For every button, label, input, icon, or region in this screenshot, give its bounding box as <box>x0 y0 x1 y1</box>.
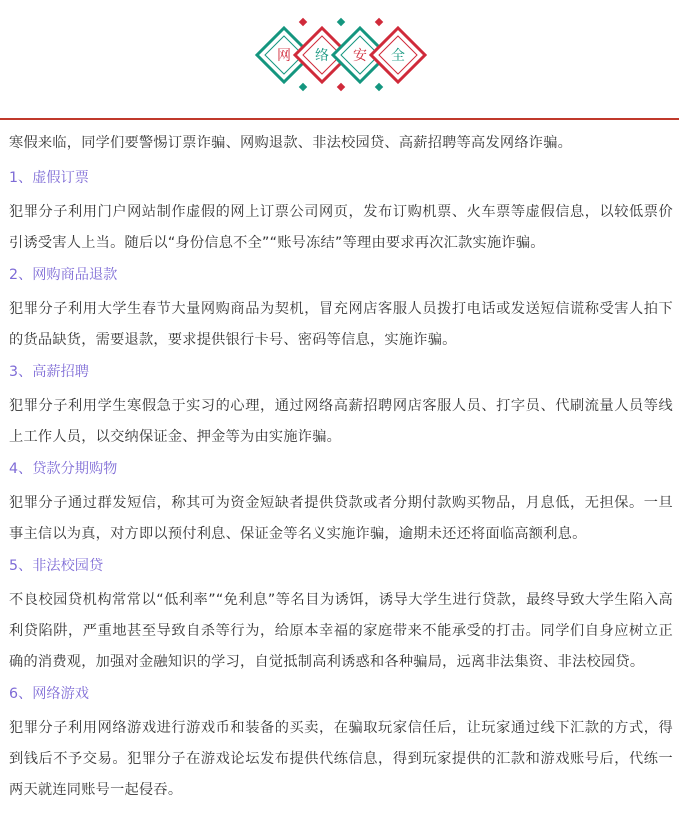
banner-char-4: 全 <box>391 48 405 64</box>
dot-green <box>337 18 345 26</box>
banner-char-2: 络 <box>315 48 329 64</box>
banner-char-1: 网 <box>277 48 291 64</box>
section-body: 不良校园贷机构常常以“低利率”“免利息”等名目为诱饵，诱导大学生进行贷款，最终导致大学生陷入高利贷陷阱，严重地甚至导致自杀等行为，给原本幸福的家庭带来不能承受的打击。同学们自身应树立正确的消费观，加强对金融知识的学习，自觉抵制高利诱惑和各种骗局，远离非法集资、非法校园贷。 <box>9 592 673 670</box>
intro-paragraph: 寒假来临，同学们要警惕订票诈骗、网购退款、非法校园贷、高薪招聘等高发网络诈骗。 <box>9 135 573 151</box>
section-body: 犯罪分子利用学生寒假急于实习的心理，通过网络高薪招聘网店客服人员、打字员、代刷流量人员等线上工作人员，以交纳保证金、押金等为由实施诈骗。 <box>9 398 673 445</box>
section-heading: 6、网络游戏 <box>9 686 89 702</box>
section-heading: 3、高薪招聘 <box>9 364 89 380</box>
section-body: 犯罪分子利用门户网站制作虚假的网上订票公司网页，发布订购机票、火车票等虚假信息，以较低票价引诱受害人上当。随后以“身份信息不全”“账号冻结”等理由要求再次汇款实施诈骗。 <box>9 204 673 251</box>
section-body: 犯罪分子利用大学生春节大量网购商品为契机，冒充网店客服人员拨打电话或发送短信谎称受害人拍下的货品缺货，需要退款，要求提供银行卡号、密码等信息，实施诈骗。 <box>9 301 673 348</box>
dot-green <box>375 83 383 91</box>
section-body: 犯罪分子利用网络游戏进行游戏币和装备的买卖，在骗取玩家信任后，让玩家通过线下汇款的方式，得到钱后不予交易。犯罪分子在游戏论坛发布提供代练信息，得到玩家提供的汇款和游戏账号后，代练一两天就连同账号一起侵吞。 <box>9 720 673 798</box>
section-heading: 2、网购商品退款 <box>9 267 118 283</box>
banner-char-3: 安 <box>353 48 367 64</box>
dot-red <box>337 83 345 91</box>
banner <box>0 0 679 122</box>
article-body <box>9 128 673 806</box>
section-body: 犯罪分子通过群发短信，称其可为资金短缺者提供贷款或者分期付款购买物品，月息低，无担保。一旦事主信以为真，对方即以预付利息、保证金等名义实施诈骗，逾期未还还将面临高额利息。 <box>9 495 673 542</box>
dot-green <box>299 83 307 91</box>
section-heading: 1、虚假订票 <box>9 170 89 186</box>
dot-red <box>375 18 383 26</box>
header-divider <box>0 118 679 120</box>
dot-red <box>299 18 307 26</box>
section-heading: 4、贷款分期购物 <box>9 461 118 477</box>
section-heading: 5、非法校园贷 <box>9 558 104 574</box>
network-security-banner <box>0 0 679 122</box>
